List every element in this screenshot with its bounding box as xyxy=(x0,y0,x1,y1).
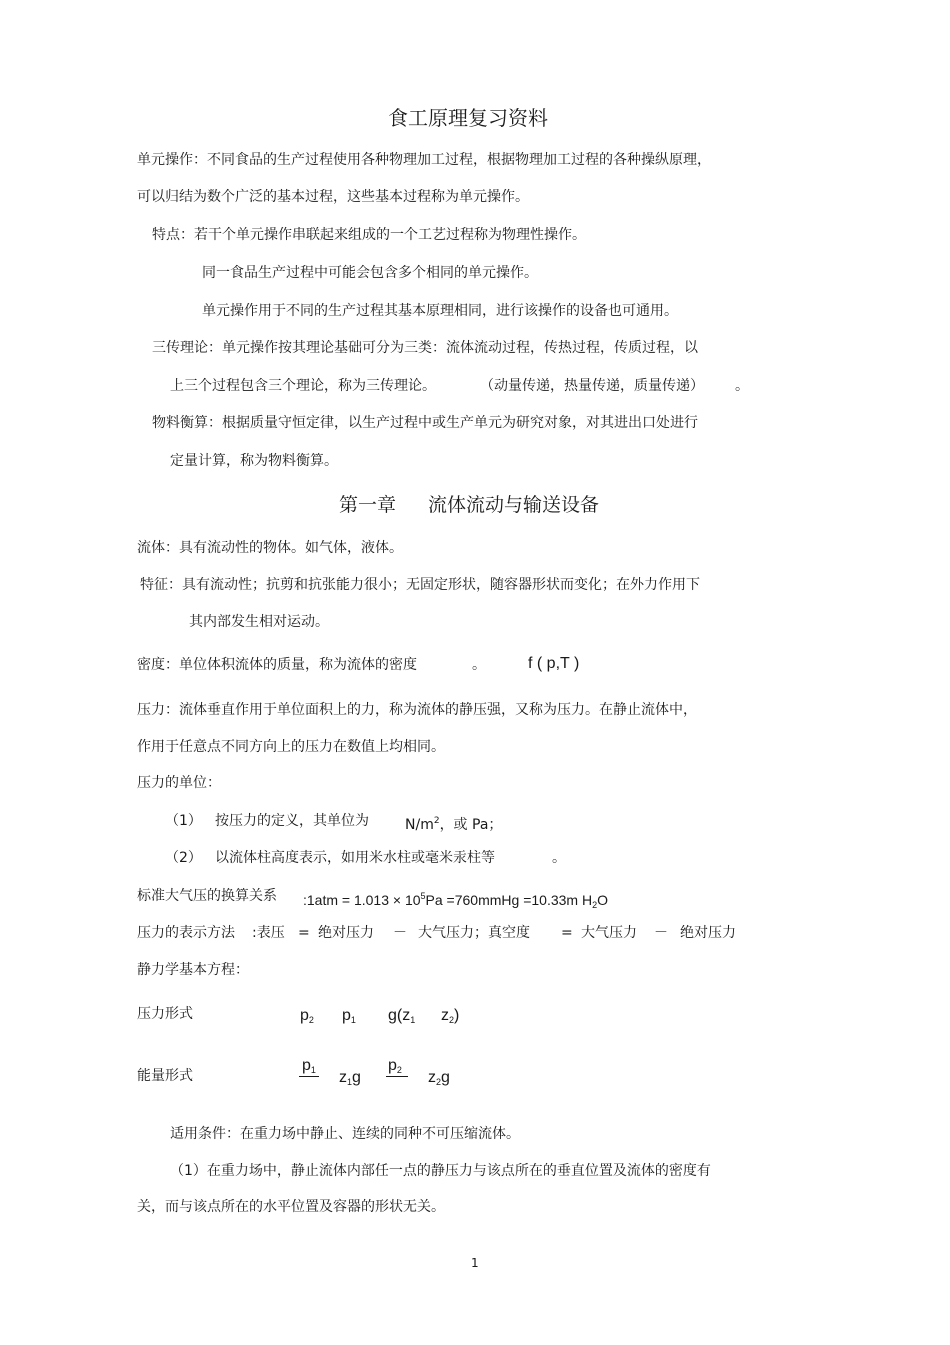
energy-form-label: 能量形式 xyxy=(137,1068,193,1084)
chapter-heading-title: 流体流动与输送设备 xyxy=(428,494,600,516)
density-period: 。 xyxy=(472,657,486,673)
atm-conversion-formula: :1atm = $1.013 \times 10^5Pa$ =760mmHg =10.33m $H_2O$ xyxy=(303,891,608,910)
feature-line-1: 特点：若干个单元操作串联起来组成的一个工艺过程称为物理性操作。 xyxy=(152,227,586,243)
atmospheric-vacuum-text: 大气压力；真空度 xyxy=(418,925,530,941)
chapter-heading-number: 第一章 xyxy=(339,494,397,516)
three-transfer-period: 。 xyxy=(735,378,749,394)
absolute-pressure-2: 绝对压力 xyxy=(680,925,736,941)
pressure-form-gz1: $g(z_1$ xyxy=(388,1007,416,1025)
unit-item-1-number: （1） xyxy=(165,813,202,829)
energy-form-numerator-2: $p_2$ xyxy=(388,1057,402,1075)
three-transfer-line-2: 上三个过程包含三个理论，称为三传理论。 xyxy=(170,378,436,394)
energy-form-term-2: $z_2g$ xyxy=(428,1069,450,1087)
unit-operation-line-1: 单元操作：不同食品的生产过程使用各种物理加工过程，根据物理加工过程的各种操纵原理， xyxy=(137,152,711,168)
fluid-definition: 流体：具有流动性的物体。如气体，液体。 xyxy=(137,540,403,556)
pressure-form-z2: $z_2$) xyxy=(441,1007,460,1025)
fraction-bar-1 xyxy=(299,1076,319,1077)
feature-line-3: 单元操作用于不同的生产过程其基本原理相同，进行该操作的设备也可通用。 xyxy=(202,303,678,319)
atm-conversion-label: 标准大气压的换算关系 xyxy=(137,888,277,904)
material-balance-line-1: 物料衡算：根据质量守恒定律，以生产过程中或生产单元为研究对象，对其进出口处进行 xyxy=(152,415,698,431)
feature-line-2: 同一食品生产过程中可能会包含多个相同的单元操作。 xyxy=(202,265,538,281)
characteristics-line-1: 特征：具有流动性；抗剪和抗张能力很小；无固定形状，随容器形状而变化；在外力作用下 xyxy=(140,577,700,593)
energy-form-numerator-1: $p_1$ xyxy=(302,1057,316,1075)
unit-operation-line-2: 可以归结为数个广泛的基本过程，这些基本过程称为单元操作。 xyxy=(137,189,529,205)
pressure-form-label: 压力形式 xyxy=(137,1006,193,1022)
minus-sign-1: － xyxy=(393,925,407,941)
pressure-definition-line-1: 压力：流体垂直作用于单位面积上的力，称为流体的静压强，又称为压力。在静止流体中， xyxy=(137,702,697,718)
atmospheric-pressure-2: 大气压力 xyxy=(581,925,637,941)
unit-item-1-value: $N/m^2$，或 Pa； xyxy=(405,816,503,833)
density-function: f ( p,T ) xyxy=(528,655,580,672)
note-1-line-2: 关，而与该点所在的水平位置及容器的形状无关。 xyxy=(137,1199,445,1215)
minus-sign-2: － xyxy=(654,925,668,941)
unit-item-1-text: 按压力的定义，其单位为 xyxy=(215,813,369,829)
equals-sign-1: = xyxy=(298,925,310,941)
three-transfer-line-1: 三传理论：单元操作按其理论基础可分为三类：流体流动过程，传热过程，传质过程，以 xyxy=(152,340,698,356)
gauge-pressure-label: :表压 xyxy=(252,925,285,941)
material-balance-line-2: 定量计算，称为物料衡算。 xyxy=(170,453,338,469)
energy-form-term-1: $z_1g$ xyxy=(339,1069,361,1087)
note-1-line-1: （1）在重力场中，静止流体内部任一点的静压力与该点所在的垂直位置及流体的密度有 xyxy=(170,1163,711,1179)
density-definition: 密度：单位体积流体的质量，称为流体的密度 xyxy=(137,657,417,673)
page-title: 食工原理复习资料 xyxy=(388,106,548,130)
three-transfer-parenthetical: （动量传递，热量传递，质量传递） xyxy=(480,378,704,394)
fraction-bar-2 xyxy=(386,1076,408,1077)
characteristics-line-2: 其内部发生相对运动。 xyxy=(189,614,329,630)
pressure-form-p1: $p_1$ xyxy=(342,1007,356,1025)
pressure-representation-label: 压力的表示方法 xyxy=(137,925,235,941)
unit-item-2-text: 以流体柱高度表示，如用米水柱或毫米汞柱等 xyxy=(215,850,495,866)
statics-equation-title: 静力学基本方程： xyxy=(137,962,249,978)
pressure-units-title: 压力的单位： xyxy=(137,775,221,791)
absolute-pressure-1: 绝对压力 xyxy=(318,925,374,941)
pressure-definition-line-2: 作用于任意点不同方向上的压力在数值上均相同。 xyxy=(137,739,445,755)
equals-sign-2: = xyxy=(561,925,573,941)
unit-item-2-number: （2） xyxy=(165,850,202,866)
unit-item-2-period: 。 xyxy=(552,850,566,866)
page-number: 1 xyxy=(471,1256,479,1270)
pressure-form-p2: $p_2$ xyxy=(300,1007,314,1025)
applicable-conditions: 适用条件：在重力场中静止、连续的同种不可压缩流体。 xyxy=(170,1126,520,1142)
